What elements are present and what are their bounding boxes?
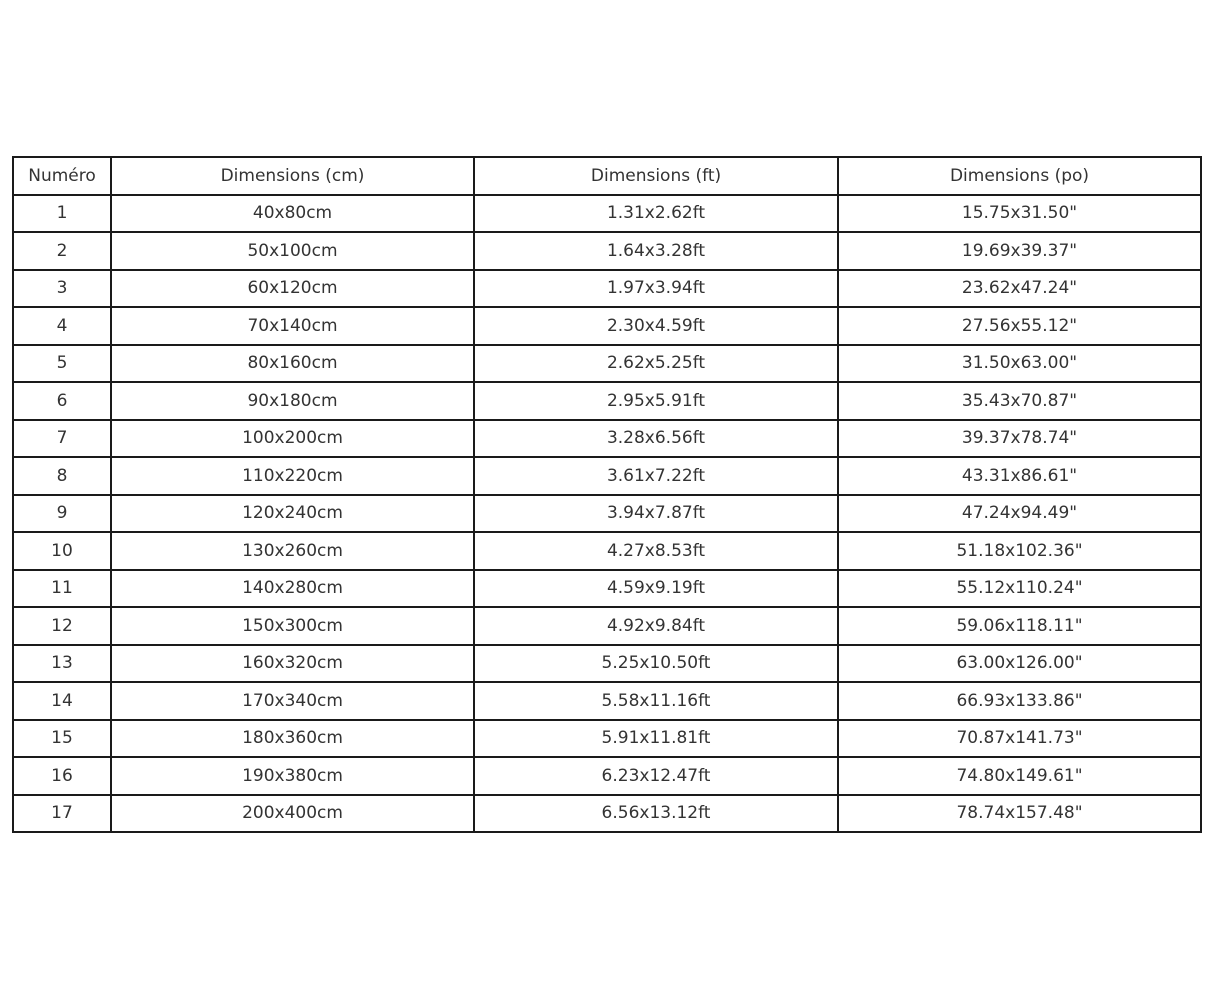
table-cell: 1.31x2.62ft xyxy=(474,195,838,233)
table-row xyxy=(13,495,1201,533)
table-row xyxy=(13,345,1201,383)
table-row xyxy=(13,532,1201,570)
table-cell: 39.37x78.74" xyxy=(838,420,1201,458)
table-cell: 6.56x13.12ft xyxy=(474,795,838,833)
header-cell: Dimensions (po) xyxy=(838,157,1201,195)
table-cell: 180x360cm xyxy=(111,720,474,758)
table-cell: 15.75x31.50" xyxy=(838,195,1201,233)
header-cell: Dimensions (ft) xyxy=(474,157,838,195)
table-row xyxy=(13,457,1201,495)
table-cell: 40x80cm xyxy=(111,195,474,233)
table-row xyxy=(13,645,1201,683)
table-cell: 17 xyxy=(13,795,111,833)
table-row xyxy=(13,307,1201,345)
table-cell: 6.23x12.47ft xyxy=(474,757,838,795)
table-cell: 6 xyxy=(13,382,111,420)
table-cell: 35.43x70.87" xyxy=(838,382,1201,420)
table-row xyxy=(13,607,1201,645)
table-cell: 55.12x110.24" xyxy=(838,570,1201,608)
table-row xyxy=(13,757,1201,795)
table-cell: 47.24x94.49" xyxy=(838,495,1201,533)
table-row xyxy=(13,682,1201,720)
table-cell: 10 xyxy=(13,532,111,570)
table-row xyxy=(13,570,1201,608)
table-cell: 31.50x63.00" xyxy=(838,345,1201,383)
table-cell: 1.97x3.94ft xyxy=(474,270,838,308)
table-cell: 51.18x102.36" xyxy=(838,532,1201,570)
table-cell: 2 xyxy=(13,232,111,270)
table-cell: 1 xyxy=(13,195,111,233)
table-cell: 70.87x141.73" xyxy=(838,720,1201,758)
table-cell: 66.93x133.86" xyxy=(838,682,1201,720)
table-cell: 7 xyxy=(13,420,111,458)
table-cell: 59.06x118.11" xyxy=(838,607,1201,645)
dimensions-conversion-table xyxy=(12,156,1202,833)
table-cell: 63.00x126.00" xyxy=(838,645,1201,683)
table-row xyxy=(13,232,1201,270)
table-cell: 2.95x5.91ft xyxy=(474,382,838,420)
table-row xyxy=(13,195,1201,233)
table-cell: 8 xyxy=(13,457,111,495)
table-cell: 9 xyxy=(13,495,111,533)
table-cell: 90x180cm xyxy=(111,382,474,420)
table-cell: 100x200cm xyxy=(111,420,474,458)
table-cell: 70x140cm xyxy=(111,307,474,345)
table-row xyxy=(13,382,1201,420)
table-cell: 16 xyxy=(13,757,111,795)
table-row xyxy=(13,420,1201,458)
table-cell: 60x120cm xyxy=(111,270,474,308)
table-cell: 2.30x4.59ft xyxy=(474,307,838,345)
table-cell: 4 xyxy=(13,307,111,345)
table-cell: 170x340cm xyxy=(111,682,474,720)
table-cell: 5.58x11.16ft xyxy=(474,682,838,720)
table-cell: 190x380cm xyxy=(111,757,474,795)
table-row xyxy=(13,720,1201,758)
header-cell: Dimensions (cm) xyxy=(111,157,474,195)
table-cell: 3.61x7.22ft xyxy=(474,457,838,495)
table-cell: 12 xyxy=(13,607,111,645)
table-cell: 120x240cm xyxy=(111,495,474,533)
table-cell: 27.56x55.12" xyxy=(838,307,1201,345)
table-cell: 160x320cm xyxy=(111,645,474,683)
table-cell: 130x260cm xyxy=(111,532,474,570)
table-cell: 4.27x8.53ft xyxy=(474,532,838,570)
table-cell: 78.74x157.48" xyxy=(838,795,1201,833)
table-cell: 4.59x9.19ft xyxy=(474,570,838,608)
table-body xyxy=(13,195,1201,833)
header-row xyxy=(13,157,1201,195)
table-cell: 140x280cm xyxy=(111,570,474,608)
table-row xyxy=(13,270,1201,308)
table-cell: 50x100cm xyxy=(111,232,474,270)
table-cell: 3.94x7.87ft xyxy=(474,495,838,533)
table-cell: 23.62x47.24" xyxy=(838,270,1201,308)
table-cell: 4.92x9.84ft xyxy=(474,607,838,645)
table-cell: 43.31x86.61" xyxy=(838,457,1201,495)
table-cell: 80x160cm xyxy=(111,345,474,383)
table-cell: 5.25x10.50ft xyxy=(474,645,838,683)
header-cell: Numéro xyxy=(13,157,111,195)
table-cell: 5 xyxy=(13,345,111,383)
table-cell: 5.91x11.81ft xyxy=(474,720,838,758)
table-cell: 14 xyxy=(13,682,111,720)
table-cell: 2.62x5.25ft xyxy=(474,345,838,383)
table-cell: 1.64x3.28ft xyxy=(474,232,838,270)
table-row xyxy=(13,795,1201,833)
table-cell: 13 xyxy=(13,645,111,683)
table-cell: 200x400cm xyxy=(111,795,474,833)
table-cell: 3.28x6.56ft xyxy=(474,420,838,458)
table-cell: 11 xyxy=(13,570,111,608)
table-cell: 110x220cm xyxy=(111,457,474,495)
table-cell: 3 xyxy=(13,270,111,308)
table-cell: 74.80x149.61" xyxy=(838,757,1201,795)
table-cell: 150x300cm xyxy=(111,607,474,645)
table-cell: 15 xyxy=(13,720,111,758)
table-cell: 19.69x39.37" xyxy=(838,232,1201,270)
